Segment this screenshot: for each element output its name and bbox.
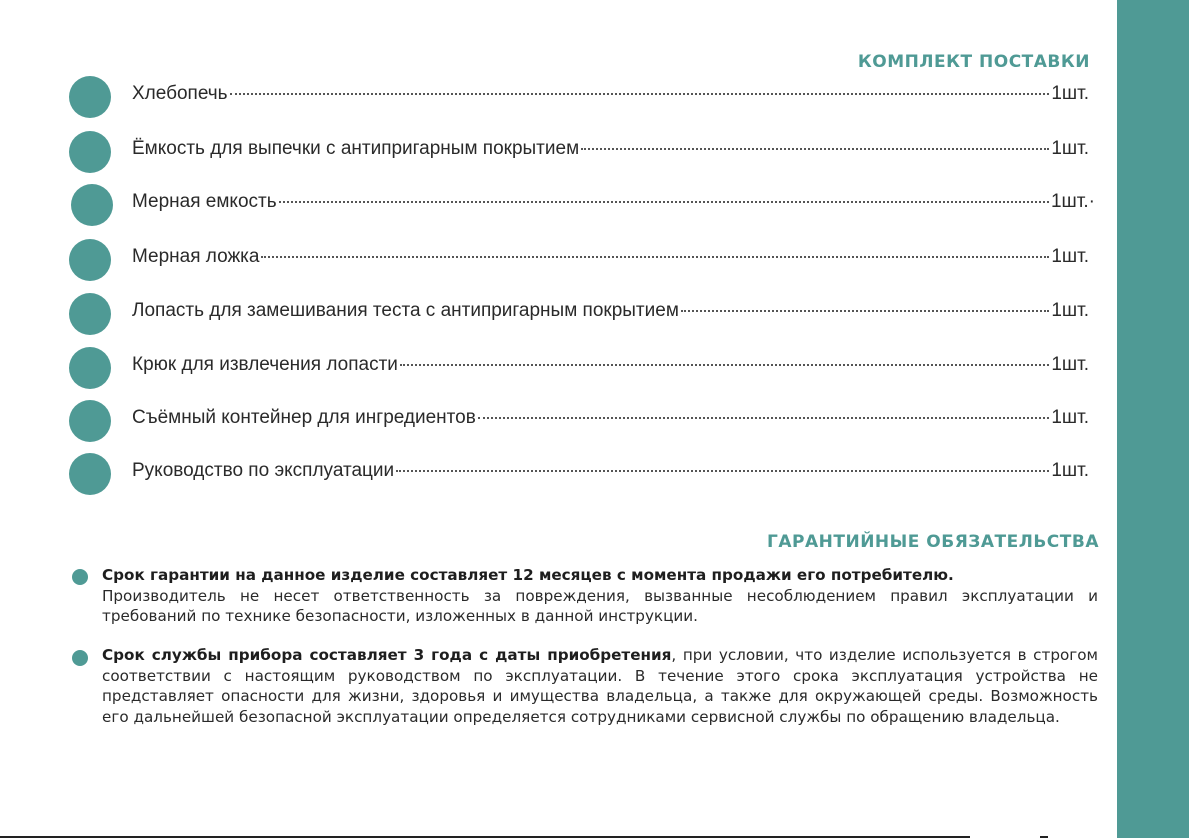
dot-leader (279, 200, 1049, 203)
dot-leader (261, 255, 1049, 258)
warranty-conditions-text: Производитель не несет ответственность за повреждения, вызванные несоблюдением правил эксплуатации и требований по технике безопасности, изложенных в данной инструкции. (102, 586, 1098, 625)
kit-row (132, 300, 1089, 322)
bullet-circle-icon (69, 131, 111, 173)
kit-item (0, 76, 1117, 118)
kit-item-qty: 1шт. (1051, 407, 1089, 428)
bullet-circle-icon (69, 239, 111, 281)
kit-item-name: Мерная ложка (132, 246, 260, 267)
side-color-band (1117, 0, 1189, 838)
kit-row (132, 138, 1089, 160)
dot-leader (396, 469, 1049, 472)
kit-item-name: Лопасть для замешивания теста с антипригарным покрытием (132, 300, 679, 321)
kit-item-qty: 1шт. (1051, 300, 1089, 321)
dot-leader (478, 416, 1049, 419)
kit-item-name: Руководство по эксплуатации (132, 460, 395, 481)
bullet-circle-icon (69, 76, 111, 118)
warranty-period-statement: Срок гарантии на данное изделие составляет 12 месяцев с момента продажи его потребителю. (102, 566, 954, 584)
warranty-paragraph-1 (102, 565, 1098, 627)
kit-item-qty: 1шт. (1051, 460, 1089, 481)
kit-item (0, 131, 1117, 173)
service-life-text: , при условии, что изделие используется в строгом соответствии с настоящим руководством по эксплуатации. В течение этого срока эксплуатация устройства не представляет опасности для жизни, здоровья и имущества владельца, а также для окружающей среды. Возможность его дальнейшей безопасной эксплуатации определяется сотрудниками сервисной службы по обращению владельца. (102, 646, 1098, 726)
dot-leader (681, 309, 1049, 312)
kit-row (132, 354, 1089, 376)
service-life-statement: Срок службы прибора составляет 3 года с даты приобретения (102, 646, 672, 664)
kit-item-name: Хлебопечь (132, 83, 228, 104)
kit-item-name: Крюк для извлечения лопасти (132, 354, 398, 375)
kit-row (132, 83, 1089, 105)
kit-item-qty: 1шт. (1051, 354, 1089, 375)
kit-item-qty: 1шт. (1051, 83, 1089, 104)
bullet-circle-icon (71, 184, 113, 226)
kit-section-title: КОМПЛЕКТ ПОСТАВКИ (857, 52, 1090, 72)
kit-row (132, 191, 1095, 213)
kit-item (0, 453, 1117, 495)
bullet-circle-icon (69, 453, 111, 495)
kit-item (0, 293, 1117, 335)
kit-item-qty: 1шт. (1051, 246, 1089, 267)
kit-item-name: Мерная емкость (132, 191, 277, 212)
kit-item-name: Съёмный контейнер для ингредиентов (132, 407, 476, 428)
bullet-circle-icon (69, 400, 111, 442)
kit-row (132, 407, 1089, 429)
dot-leader (400, 363, 1049, 366)
kit-item (0, 347, 1117, 389)
warranty-paragraph-2 (102, 645, 1098, 727)
kit-item-qty: 1шт. (1051, 138, 1089, 159)
bullet-dot-icon (72, 569, 88, 585)
kit-item-name: Ёмкость для выпечки с антипригарным покрытием (132, 138, 580, 159)
bullet-circle-icon (69, 347, 111, 389)
dot-leader (581, 147, 1049, 150)
dot-leader (230, 92, 1050, 95)
kit-row (132, 460, 1089, 482)
kit-item-qty: 1шт.· (1050, 191, 1095, 212)
kit-item (0, 400, 1117, 442)
kit-item (0, 184, 1117, 226)
bullet-circle-icon (69, 293, 111, 335)
kit-row (132, 246, 1089, 268)
warranty-section-title: ГАРАНТИЙНЫЕ ОБЯЗАТЕЛЬСТВА (767, 532, 1099, 552)
kit-item (0, 239, 1117, 281)
bullet-dot-icon (72, 650, 88, 666)
